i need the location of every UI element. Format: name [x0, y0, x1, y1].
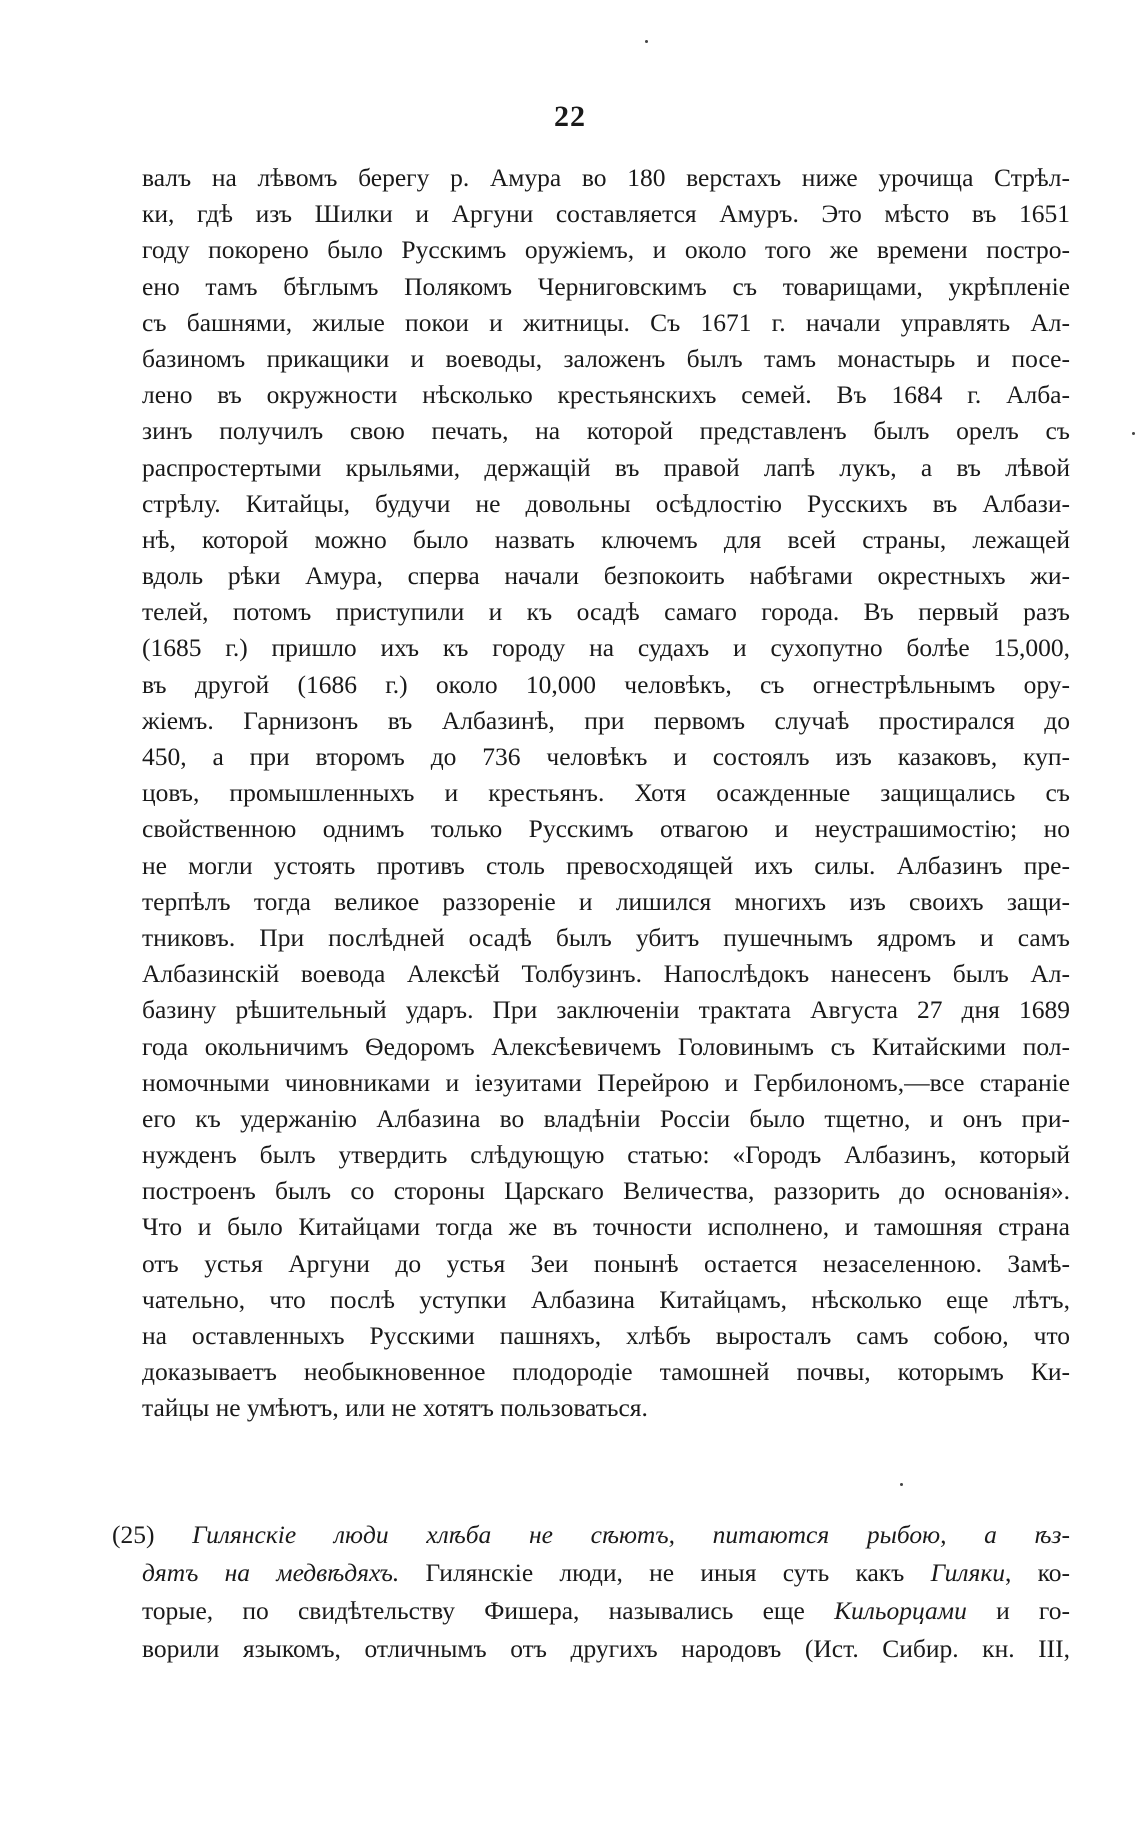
text-line: тайцы не умѣютъ, или не хотятъ пользоваться.	[142, 1393, 648, 1423]
text-line: доказываетъ необыкновенное плодородіе тамошней почвы, которымъ Ки-	[142, 1357, 1070, 1387]
footnote-text: , ко-	[1005, 1558, 1070, 1587]
text-line: номочными чиновниками и іезуитами Перейрою и Гербилономъ,—все стараніе	[142, 1067, 1070, 1097]
text-line: на оставленныхъ Русскими пашняхъ, хлѣбъ выросталъ самъ собою, что	[142, 1321, 1070, 1350]
text-line: жіемъ. Гарнизонъ въ Албазинѣ, при первомъ случаѣ простирался до	[142, 705, 1070, 735]
text-line: лено въ окружности нѣсколько крестьянскихъ семей. Въ 1684 г. Алба-	[142, 380, 1070, 410]
footnote-text: и го-	[966, 1596, 1070, 1625]
footnote-line	[112, 1554, 1070, 1592]
scan-speck	[645, 40, 648, 43]
footnote-text: торые, по свидѣтельству Фишера, назывались еще	[142, 1596, 835, 1625]
text-line: базину рѣшительный ударъ. При заключеніи трактата Августа 27 дня 1689	[142, 995, 1070, 1025]
text-line: валъ на лѣвомъ берегу р. Амура во 180 верстахъ ниже урочища Стрѣл-	[142, 163, 1070, 192]
text-line: чательно, что послѣ уступки Албазина Китайцамъ, нѣсколько еще лѣтъ,	[142, 1284, 1070, 1314]
text-line: базиномъ прикащики и воеводы, заложенъ былъ тамъ монастырь и посе-	[142, 343, 1070, 373]
footnote-term: Кильорцами	[834, 1596, 967, 1625]
text-line: терпѣлъ тогда великое раззореніе и лишился многихъ изъ своихъ защи-	[142, 886, 1070, 916]
footnote-text: ворили языкомъ, отличнымъ отъ другихъ народовъ (Ист. Сибир. кн. III,	[142, 1634, 1070, 1663]
text-line: году покорено было Русскимъ оружіемъ, и около того же времени постро-	[142, 235, 1070, 265]
text-line: нѣ, которой можно было назвать ключемъ для всей страны, лежащей	[142, 524, 1070, 554]
text-line: нужденъ былъ утвердить слѣдующую статью: «Городъ Албазинъ, который	[142, 1140, 1070, 1170]
text-line: года окольничимъ Ѳедоромъ Алексѣевичемъ Головинымъ съ Китайскими пол-	[142, 1031, 1070, 1061]
text-line: построенъ былъ со стороны Царскаго Величества, раззорить до основанія».	[142, 1176, 1070, 1206]
page-number: 22	[554, 100, 586, 133]
footnote-marker: (25)	[112, 1520, 155, 1549]
text-line: телей, потомъ приступили и къ осадѣ самаго города. Въ первый разъ	[142, 597, 1070, 627]
text-line: Албазинскій воевода Алексѣй Толбузинъ. Напослѣдокъ нанесенъ былъ Ал-	[142, 959, 1070, 989]
text-line: Что и было Китайцами тогда же въ точности исполнено, и тамошняя страна	[142, 1212, 1070, 1242]
text-line: свойственною однимъ только Русскимъ отвагою и неустрашимостію; но	[142, 814, 1070, 844]
text-line: 450, а при второмъ до 736 человѣкъ и состоялъ изъ казаковъ, куп-	[142, 742, 1070, 771]
text-line: зинъ получилъ свою печать, на которой представленъ былъ орелъ съ	[142, 416, 1070, 446]
scan-speck	[900, 1483, 903, 1486]
main-text	[142, 160, 1070, 1427]
text-line: не могли устоять противъ столь превосходящей ихъ силы. Албазинъ пре-	[142, 850, 1070, 880]
footnote-line	[112, 1630, 1070, 1668]
text-line: (1685 г.) пришло ихъ къ городу на судахъ и сухопутно болѣе 15,000,	[142, 633, 1070, 663]
footnote-heading: Гилянскіе люди хлѣба не сѣютъ, питаются рыбою, а ѣз-	[192, 1520, 1070, 1549]
text-line: ки, гдѣ изъ Шилки и Аргуни составляется Амуръ. Это мѣсто въ 1651	[142, 199, 1070, 229]
text-line: въ другой (1686 г.) около 10,000 человѣкъ, съ огнестрѣльнымъ ору-	[142, 669, 1070, 699]
footnote-heading-end: дятъ на медвѣдяхъ.	[142, 1558, 400, 1587]
text-line: распростертыми крыльями, держащій въ правой лапѣ лукъ, а въ лѣвой	[142, 452, 1070, 482]
text-line: ено тамъ бѣглымъ Полякомъ Черниговскимъ съ товарищами, укрѣпленіе	[142, 271, 1070, 301]
text-line: тниковъ. При послѣдней осадѣ былъ убитъ пушечнымъ ядромъ и самъ	[142, 922, 1070, 952]
footnote-line	[112, 1592, 1070, 1630]
footnote-term: Гиляки	[930, 1558, 1006, 1587]
scan-speck	[1132, 432, 1135, 435]
text-line: цовъ, промышленныхъ и крестьянъ. Хотя осажденные защищались съ	[142, 778, 1070, 808]
footnote-line	[112, 1516, 1070, 1554]
text-line: отъ устья Аргуни до устья Зеи понынѣ остается незаселенною. Замѣ-	[142, 1248, 1070, 1278]
footnote-text: Гилянскіе люди, не иныя суть какъ	[399, 1558, 931, 1587]
text-line: съ башнями, жилые покои и житницы. Съ 1671 г. начали управлять Ал-	[142, 307, 1070, 337]
footnote	[112, 1516, 1070, 1668]
text-line: его къ удержанію Албазина во владѣніи Россіи было тщетно, и онъ при-	[142, 1103, 1070, 1133]
text-line: стрѣлу. Китайцы, будучи не довольны осѣдлостію Русскихъ въ Албази-	[142, 488, 1070, 518]
text-line: вдоль рѣки Амура, сперва начали безпокоить набѣгами окрестныхъ жи-	[142, 561, 1070, 591]
